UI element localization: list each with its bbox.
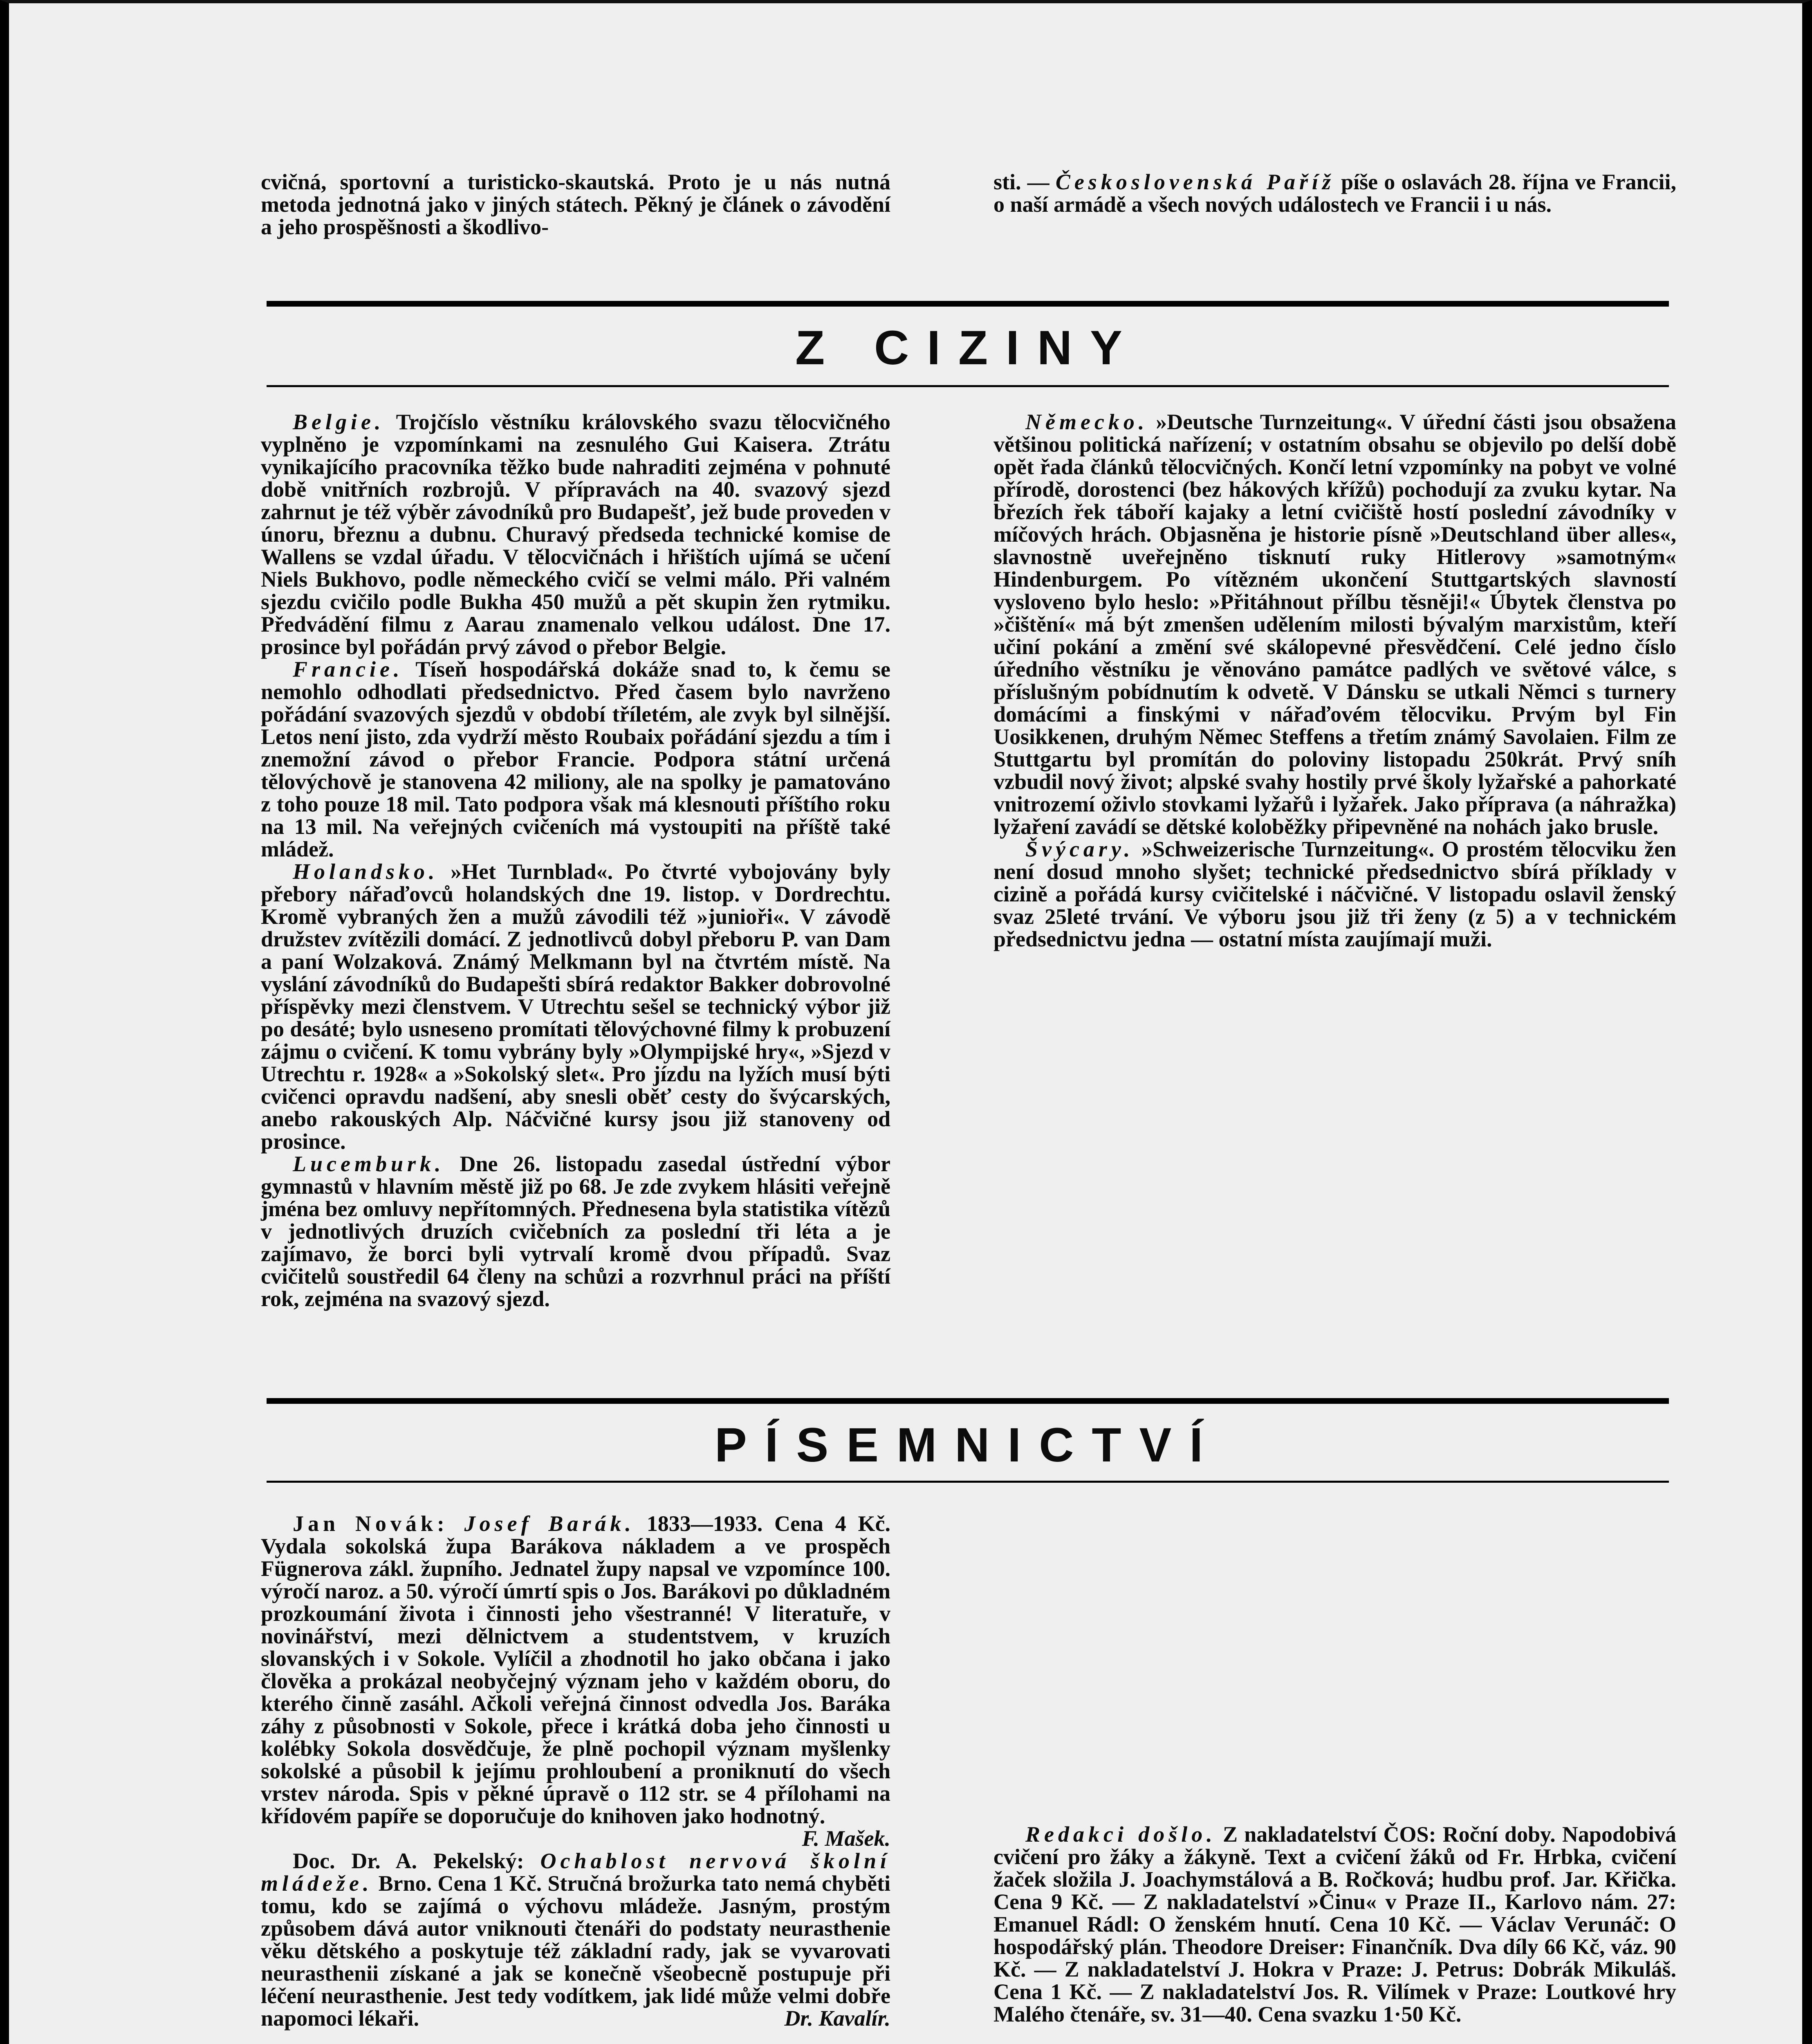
section-heading-pisemnictvi: PÍSEMNICTVÍ — [715, 1418, 1221, 1472]
pisemnictvi-right-column — [993, 1823, 1676, 2044]
nemecko-paragraph — [993, 411, 1676, 838]
holandsko-paragraph — [261, 861, 890, 1153]
paragraph-text: »Deutsche Turnzeitung«. V úřední části jsou obsažena většinou politická nařízení; v ostatním obsahu se objevilo po delší době opět řada článků tělocvičných. Končí letní vzpomínky na pobyt ve volné přírodě, dorostenci (bez hákových křížů) pochodují za zvuku kytar. Na březích řek táboří kajaky a letní cvičiště hostí poslední závodníky v míčových hrách. Objasněna je historie písně »Deutschland über alles«, slavnostně uveřejněno tisknutí ruky Hitlerovy »samotným« Hindenburgem. Po vítězném ukončení Stuttgartských slavností vysloveno bylo heslo: »Přitáhnout přílbu těsněji!« Úbytek členstva po »čištění« má být zmenšen udělením milosti bývalým marxistům, kteří učiní pokání a změní své skálopevné přesvědčení. Celé jedno číslo úředního věstníku je věnováno památce padlých ve světové válce, s příslušným pobídnutím k odvetě. V Dánsku se utkali Němci s turnery domácími a finskými v nářaďovém tělocviku. Prvým byl Fin Uosikkenen, druhým Němec Steffens a třetím známý Savolaien. Film ze Stuttgartu byl promítán do poloviny listopadu 250krát. Prvý sníh vzbudil nový život; alpské svahy hostily prvé školy lyžařské a pahorkaté vnitrozemí oživlo stovkami lyžařů i lyžařek. Jako příprava (a náhražka) lyžaření zavádí se dětské koloběžky připevněné na nohách jako brusle. — [993, 410, 1676, 839]
top-right-a: sti. — — [993, 170, 1056, 194]
pekelsky-review — [261, 1850, 890, 2030]
lucemburk-paragraph — [261, 1153, 890, 1310]
paragraph-text: »Het Turnblad«. Po čtvrté vybojovány byly přebory nářaďovců holandských dne 19. listop. v Dordrechtu. Kromě vybraných žen a mužů závodili též »junioři«. V závodě družstev zvítězili domácí. Z jednotlivců dobyl přeboru P. van Dam a paní Wolzaková. Známý Melkmann byl na čtvrtém místě. Na vyslání závodníků do Budapešti sbírá redaktor Bakker dobrovolné příspěvky mezi členstvem. V Utrechtu sešel se technický výbor již po desáté; bylo usneseno promítati tělovýchovné filmy k probuzení zájmu o cvičení. K tomu vybrány byly »Olympijské hry«, »Sjezd v Utrechtu r. 1928« a »Sokolský slet«. Pro jízdu na lyžích musí býti cvičenci opravdu nadšení, aby snesli oběť cesty do švýcarských, anebo rakouských Alp. Náčvičné kursy jsou již stanoveny od prosince. — [261, 859, 890, 1154]
review-author: Jan Novák: — [293, 1511, 464, 1536]
francie-paragraph — [261, 658, 890, 861]
pisemnictvi-left-column — [261, 1513, 890, 2030]
review-title: Ochablost nervová školní mládeže. — [261, 1849, 890, 1896]
country-label: Holandsko. — [293, 859, 439, 884]
review-author: Doc. Dr. A. Pekelský: — [293, 1849, 540, 1873]
z-ciziny-right-column — [993, 411, 1676, 950]
paragraph-text: Trojčíslo věstníku královského svazu tělocvičného vyplněno je vzpomínkami na zesnulého Gui Kaisera. Ztrátu vynikajícího pracovníka těžko bude nahraditi zejména v pohnuté době vnitřních rozbrojů. V přípravách na 40. svazový sjezd zahrnut je též výběr závodníků pro Budapešť, jež bude proveden v únoru, březnu a dubnu. Churavý předseda technické komise de Wallens se vzdal úřadu. V tělocvičnách i hřištích ujímá se učení Niels Bukhovo, podle německého cvičí se velmi málo. Při valném sjezdu cvičilo podle Bukha 450 mužů a pět skupin žen rytmiku. Předvádění filmu z Aarau znamenalo velkou událost. Dne 17. prosince byl pořádán prvý závod o přebor Belgie. — [261, 410, 890, 659]
review-title: Josef Barák. — [464, 1511, 635, 1536]
paragraph-text: »Schweizerische Turnzeitung«. O prostém tělocviku žen není dosud mnoho slyšet; technické předsednictvo sbírá příklady v cizině a pořádá kursy cvičitelské i náčvičné. V listopadu oslavil ženský svaz 25leté trvání. Ve výboru jsou již tři ženy (z 5) a v technickém předsednictvu jedna — ostatní místa zaujímají muži. — [993, 837, 1676, 951]
review-signature: Dr. Kavalír. — [784, 2006, 890, 2031]
review-text: Brno. Cena 1 Kč. Stručná brožurka tato nemá chyběti tomu, kdo se zajímá o výchovu mládeže. Jasným, prostým způsobem dává autor vniknouti čtenáři do podstaty neurasthenie věku dětského a poskytuje též základní rady, jak se vyvarovati neurasthenii získané a jak se konečně všeobecně postupuje při léčení neurasthenie. Jest tedy vodítkem, jak lidé může velmi dobře napomoci lékaři. — [261, 1871, 890, 2031]
periodical-title: Československá Paříž — [1055, 170, 1335, 194]
heading-rule-bottom — [267, 385, 1669, 387]
review-text: 1833—1933. Cena 4 Kč. Vydala sokolská župa Barákova nákladem a ve prospěch Fügnerova zákl. župního. Jednatel župy napsal ve vzpomínce 100. výročí naroz. a 50. výročí úmrtí spis o Jos. Barákovi po důkladném prozkoumání života i činnosti jeho všestranné! V literatuře, v novinářství, mezi dělnictvem a studentstvem, v kruzích slovanských i v Sokole. Vylíčil a zhodnotil ho jako občana i jako člověka a prokázal neobyčejný význam jeho v každém oboru, do kterého činně zasáhl. Ačkoli veřejná činnost odvedla Jos. Baráka záhy z působnosti v Sokole, přece i krátká doba jeho činnosti u kolébky Sokola dosvědčuje, že plně pochopil význam myšlenky sokolské a působil k jejímu prohloubení a proniknutí do všech vrstev národa. Spis v pěkné úpravě o 112 str. se 4 přílohami na křídovém papíře se doporučuje do knihoven jako hodnotný. — [261, 1511, 891, 1828]
country-label: Německo. — [1025, 410, 1148, 434]
redakci-label: Redakci došlo. — [1025, 1822, 1216, 1847]
country-label: Lucemburk. — [293, 1152, 445, 1176]
heading-rule-top-2 — [267, 1398, 1669, 1404]
redakci-text: Z nakladatelství ČOS: Roční doby. Napodobivá cvičení pro žáky a žákyně. Text a cvičení žáků od Fr. Hrbka, cvičení žaček složila J. Joachymstálová a B. Ročková; hudbu prof. Jar. Křička. Cena 9 Kč. — Z nakladatelství »Činu« v Praze II., Karlovo nám. 27: Emanuel Rádl: O ženském hnutí. Cena 10 Kč. — Václav Verunáč: O hospodářský plán. Theodore Dreiser: Finančník. Dva díly 66 Kč, váz. 90 Kč. — Z nakladatelství J. Hokra v Praze: J. Petrus: Dobrák Mikuláš. Cena 1 Kč. — Z nakladatelství Jos. R. Vilímek v Praze: Loutkové hry Malého čtenáře, sv. 31—40. Cena svazku 1·50 Kč. — [993, 1822, 1676, 2026]
belgie-paragraph — [261, 411, 890, 658]
top-left-paragraph: cvičná, sportovní a turisticko-skautská. Proto je u nás nutná metoda jednotná jako v jiných státech. Pěkný je článek o závodění a jeho prospěšnosti a škodlivo- — [261, 170, 890, 239]
top-right-text — [993, 171, 1676, 216]
heading-rule-top — [267, 301, 1669, 307]
country-label: Švýcary. — [1025, 837, 1134, 861]
z-ciziny-left-column — [261, 411, 890, 1310]
svycary-paragraph — [993, 838, 1676, 950]
novak-review — [261, 1511, 891, 1851]
heading-rule-bottom-2 — [267, 1481, 1669, 1483]
section-heading-z-ciziny: Z CIZINY — [795, 321, 1140, 375]
redakci-dosle-paragraph — [993, 1823, 1676, 2026]
review-signature: F. Mašek. — [802, 1826, 890, 1851]
top-right-c: píše o oslavách 28. října ve Francii, o naší armádě a všech nových událostech ve Francii i u nás. — [993, 170, 1676, 217]
paragraph-text: Dne 26. listopadu zasedal ústřední výbor gymnastů v hlavním městě již po 68. Je zde zvykem hlásiti veřejně jména bez omluvy nepřítomných. Přednesena byla statistika vítězů v jednotlivých druzích cvičebních za poslední tři léta a je zajímavo, že borci byli vytrvalí kromě dvou případů. Svaz cvičitelů soustředil 64 členy na schůzi a rozvrhnul práci na příští rok, zejména na svazový sjezd. — [261, 1152, 890, 1311]
country-label: Francie. — [293, 657, 404, 681]
top-left-text — [261, 171, 890, 238]
paragraph-text: Tíseň hospodářská dokáže snad to, k čemu se nemohlo odhodlati předsednictvo. Před časem bylo navrženo pořádání svazových sjezdů v období tříletém, ale zvyk byl silnější. Letos není jisto, zda vydrží město Roubaix pořádání sjezdu a tím i znemožní závod o přebor Francie. Podpora státní určená tělovýchově je stanovena 42 miliony, ale na spolky je pamatováno z toho pouze 18 mil. Tato podpora však má klesnouti příštího roku na 13 mil. Na veřejných cvičeních má vystoupiti na příště také mládež. — [261, 657, 890, 861]
country-label: Belgie. — [293, 410, 385, 434]
